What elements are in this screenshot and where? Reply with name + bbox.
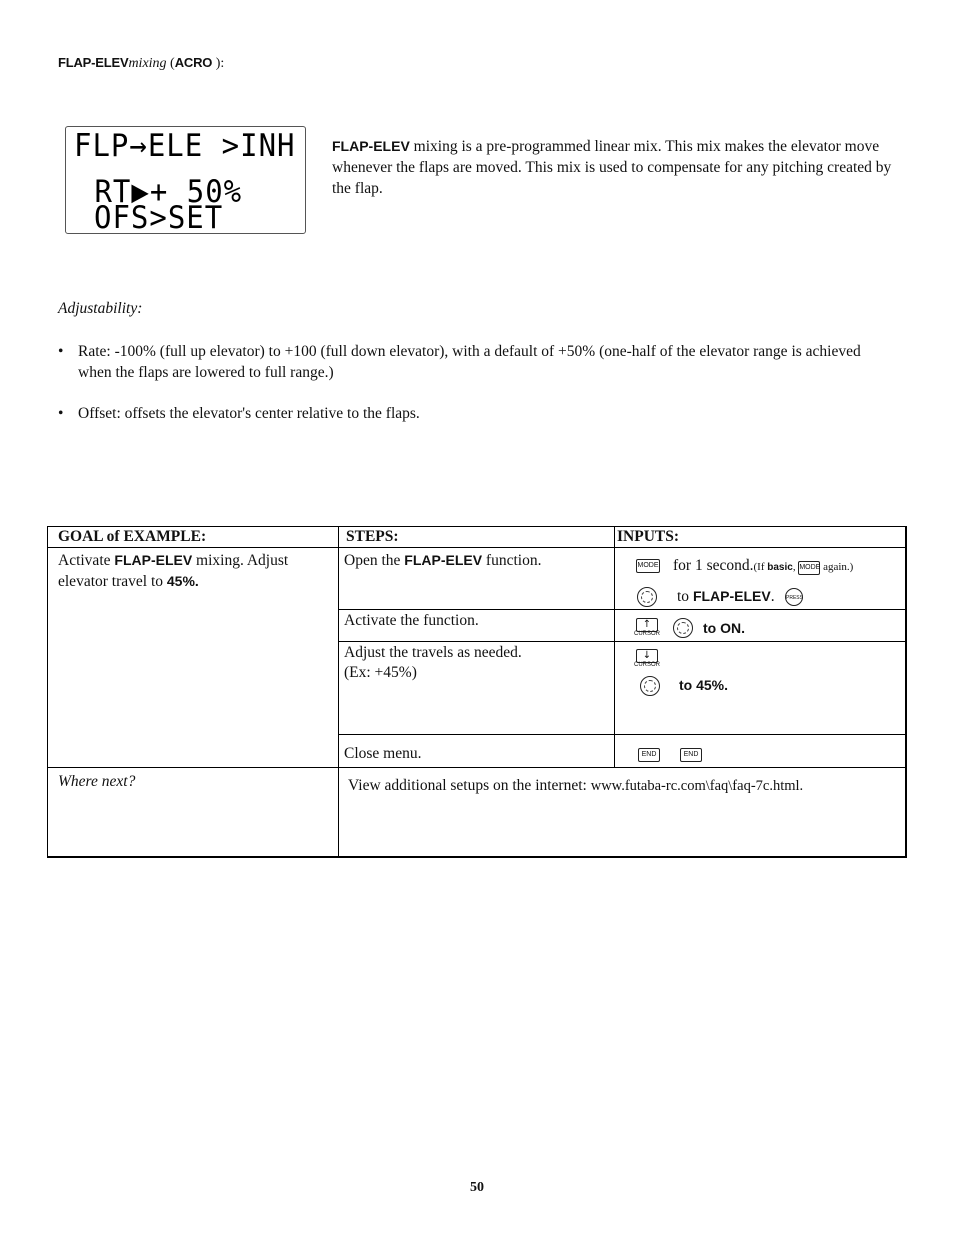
up-arrow-icon: ↑ [636,618,658,632]
lcd-line-1: FLP→ELE >INH [74,126,296,164]
heading-close: ): [212,56,225,71]
mode-key-icon: MODE [636,559,660,573]
where-next-label: Where next? [58,773,136,790]
heading-italic: mixing [128,56,167,71]
input-dot: . [770,588,775,605]
example-table [47,526,906,857]
step-open-post: function. [482,552,542,569]
input-comma: , [792,561,799,573]
step-adjust [344,643,522,683]
step-close: Close menu. [344,745,422,762]
input-if-basic [754,561,854,573]
input-row1-a [673,556,853,578]
bullet-dot: • [58,405,64,422]
heading-function: FLAP-ELEV [58,55,129,70]
table-rule [338,526,339,857]
goal-pre: Activate [58,552,115,569]
table-rule [338,641,906,642]
press-icon: PRESS [785,588,803,606]
dial-icon [637,587,657,607]
end-key-icon: END [680,748,702,762]
intro-function: FLAP-ELEV [332,138,410,154]
url-link[interactable]: www.futaba-rc.com\faq\faq-7c.html. [590,778,804,794]
bullet-rate [58,341,898,383]
where-next-lead: View additional setups on the internet: [348,777,591,794]
goal-mid: mixing. Adjust elevator travel to [58,552,289,590]
end-key-icon: END [638,748,660,762]
step-open-function: FLAP-ELEV [404,552,483,568]
page-number: 50 [470,1180,484,1195]
input-again: again.) [820,561,854,573]
dial-icon [640,676,660,696]
where-next-text [348,776,803,796]
step-open [344,550,541,571]
goal-text [58,550,328,592]
header-steps: STEPS: [346,528,399,545]
lcd-line-3: OFS>SET [94,198,224,236]
input-row1-c [677,586,775,607]
step-adjust-line1: Adjust the travels as needed. [344,644,522,661]
header-goal: GOAL of EXAMPLE: [58,528,207,545]
goal-function: FLAP-ELEV [114,552,193,568]
table-rule [47,767,906,768]
dial-icon [673,618,693,638]
table-rule [338,734,906,735]
mode-key-icon: MODE [798,561,820,575]
input-to-on: to ON. [703,620,745,636]
step-open-pre: Open the [344,552,405,569]
bullet-text: Rate: -100% (full up elevator) to +100 (full down elevator), with a default of +50% (one-half of the elevator range is achieved when the flaps are lowered to full range.) [78,343,861,381]
input-to-45: to 45%. [679,677,729,693]
intro-text: mixing is a pre-programmed linear mix. This mix makes the elevator move whenever the flaps are moved. This mix is used to compensate for any pitching created by the flap. [332,138,892,197]
table-rule [338,609,906,610]
step-adjust-line2: (Ex: +45%) [344,664,417,681]
heading-open: ( [166,56,175,71]
input-to: to [677,588,693,605]
input-function: FLAP-ELEV [692,588,771,604]
intro-paragraph [332,136,902,199]
cursor-label: CURSOR [634,631,661,637]
down-arrow-icon: ↓ [636,649,658,663]
lcd-line-2: RT▶+ 50% [76,172,243,210]
bullet-dot: • [58,343,64,360]
page-heading [58,55,224,72]
input-if-open: (If [753,561,768,573]
bullet-offset [58,403,898,424]
bullet-text: Offset: offsets the elevator's center relative to the flaps. [78,405,420,422]
cursor-up-icon [634,618,660,640]
cursor-down-icon [634,649,660,671]
goal-value: 45%. [166,573,199,589]
table-rule [614,526,615,768]
input-for-one-second: for 1 second. [673,557,754,574]
table-rule [47,547,906,548]
input-basic: basic [767,562,793,573]
step-activate: Activate the function. [344,612,479,629]
cursor-label: CURSOR [634,662,661,668]
heading-mode: ACRO [174,55,213,70]
lcd-screen [65,126,306,234]
adjustability-title: Adjustability: [58,300,143,317]
header-inputs: INPUTS: [617,528,680,545]
